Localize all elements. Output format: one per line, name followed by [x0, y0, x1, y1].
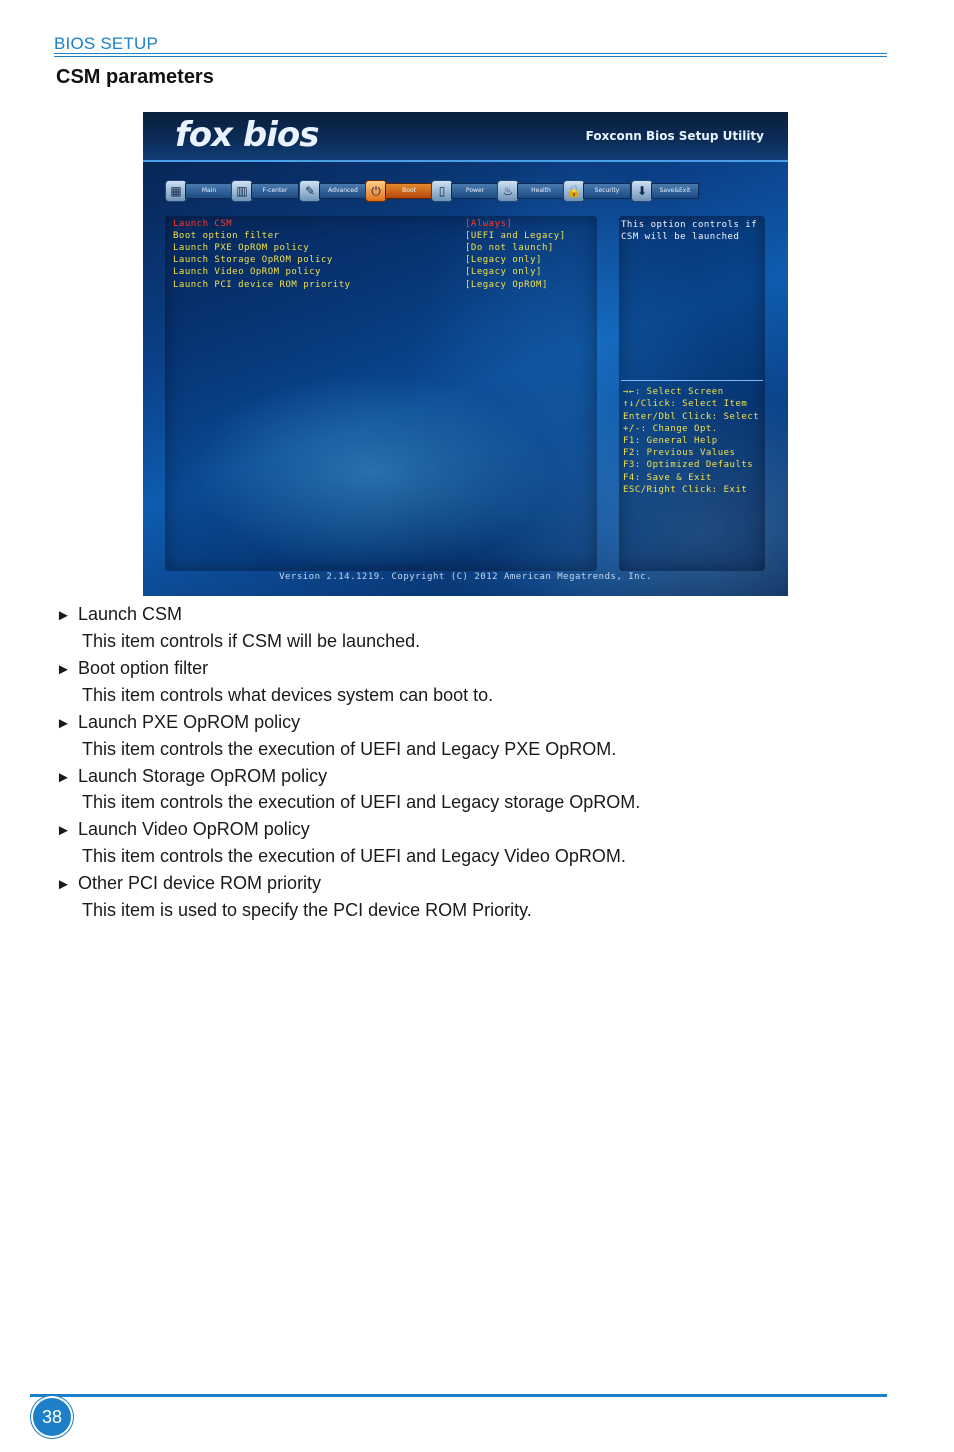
- bios-value-launch-pci-device-rom-priority[interactable]: [Legacy OpROM]: [465, 280, 548, 290]
- bios-item-launch-video-oprom-policy[interactable]: Launch Video OpROM policy: [173, 267, 321, 277]
- bios-key-hint: Enter/Dbl Click: Select: [623, 412, 760, 422]
- tab-label: Security: [583, 183, 631, 199]
- header-divider-secondary: [54, 56, 887, 57]
- bios-value-boot-option-filter[interactable]: [UEFI and Legacy]: [465, 231, 566, 241]
- power-icon: ▯: [431, 180, 453, 202]
- bios-key-hint: F4: Save & Exit: [623, 473, 712, 483]
- bios-logo: fox bios: [175, 115, 319, 155]
- bios-key-hint: F3: Optimized Defaults: [623, 460, 754, 470]
- bios-item-launch-storage-oprom-policy[interactable]: Launch Storage OpROM policy: [173, 255, 333, 265]
- section-header-label: BIOS SETUP: [54, 34, 159, 53]
- page-title: CSM parameters: [56, 66, 214, 88]
- main-icon: ▦: [165, 180, 187, 202]
- description-item-title: ► Boot option filter: [56, 658, 209, 678]
- bios-key-hint: ESC/Right Click: Exit: [623, 485, 748, 495]
- description-item-title: ► Launch PXE OpROM policy: [56, 712, 301, 732]
- tab-advanced[interactable]: [299, 180, 367, 202]
- bullet-arrow-icon: ►: [56, 822, 71, 839]
- tab-label: Health: [517, 183, 565, 199]
- bios-title-bar: [143, 112, 788, 162]
- advanced-icon: ✎: [299, 180, 321, 202]
- tab-label: F-center: [251, 183, 299, 199]
- description-item-title: ► Other PCI device ROM priority: [56, 873, 322, 893]
- bios-value-launch-pxe-oprom-policy[interactable]: [Do not launch]: [465, 243, 554, 253]
- save-exit-icon: ⬇: [631, 180, 653, 202]
- description-item-text: This item controls the execution of UEFI and Legacy PXE OpROM.: [82, 739, 617, 759]
- bios-key-hint: F2: Previous Values: [623, 448, 736, 458]
- security-icon: 🔒: [563, 180, 585, 202]
- bullet-arrow-icon: ►: [56, 607, 71, 624]
- bullet-arrow-icon: ►: [56, 661, 71, 678]
- tab-label: Boot: [385, 183, 433, 199]
- bios-value-launch-csm[interactable]: [Always]: [465, 219, 513, 229]
- tab-fcenter[interactable]: [231, 180, 299, 202]
- boot-icon: ⏻: [365, 180, 387, 202]
- bios-item-boot-option-filter[interactable]: Boot option filter: [173, 231, 280, 241]
- bios-item-launch-pci-device-rom-priority[interactable]: Launch PCI device ROM priority: [173, 280, 351, 290]
- bios-key-hint: F1: General Help: [623, 436, 718, 446]
- description-item-text: This item controls the execution of UEFI and Legacy storage OpROM.: [82, 792, 641, 812]
- bios-value-launch-storage-oprom-policy[interactable]: [Legacy only]: [465, 255, 542, 265]
- bios-tab-bar: [165, 180, 765, 206]
- tab-save-exit[interactable]: [631, 180, 699, 202]
- bios-key-hint: +/-: Change Opt.: [623, 424, 718, 434]
- description-item-title: ► Launch Storage OpROM policy: [56, 766, 328, 786]
- bios-value-launch-video-oprom-policy[interactable]: [Legacy only]: [465, 267, 542, 277]
- tab-main[interactable]: [165, 180, 233, 202]
- tab-label: Advanced: [319, 183, 367, 199]
- tab-label: Power: [451, 183, 499, 199]
- tab-power[interactable]: [431, 180, 499, 202]
- tab-health[interactable]: [497, 180, 565, 202]
- bullet-arrow-icon: ►: [56, 876, 71, 893]
- bios-help-text: CSM will be launched: [621, 232, 740, 242]
- tab-label: Save&Exit: [651, 183, 699, 199]
- bios-key-hint: →←: Select Screen: [623, 387, 724, 397]
- bios-utility-title: Foxconn Bios Setup Utility: [585, 129, 764, 143]
- tab-security[interactable]: [563, 180, 631, 202]
- bios-help-divider: [621, 380, 763, 381]
- tab-label: Main: [185, 183, 233, 199]
- bios-help-text: This option controls if: [621, 220, 758, 230]
- bullet-arrow-icon: ►: [56, 715, 71, 732]
- description-item-title: ► Launch Video OpROM policy: [56, 819, 310, 839]
- bios-screenshot: [143, 112, 788, 596]
- description-item-title: ► Launch CSM: [56, 604, 183, 624]
- bios-item-launch-csm[interactable]: Launch CSM: [173, 219, 233, 229]
- description-item-text: This item controls what devices system can boot to.: [82, 685, 494, 705]
- description-item-text: This item is used to specify the PCI device ROM Priority.: [82, 900, 532, 920]
- description-item-text: This item controls the execution of UEFI and Legacy Video OpROM.: [82, 846, 626, 866]
- header-divider: [54, 53, 887, 54]
- bullet-arrow-icon: ►: [56, 769, 71, 786]
- description-item-text: This item controls if CSM will be launched.: [82, 631, 421, 651]
- bios-item-launch-pxe-oprom-policy[interactable]: Launch PXE OpROM policy: [173, 243, 310, 253]
- tab-boot[interactable]: [365, 180, 433, 202]
- footer-divider: [30, 1394, 887, 1397]
- page-number-badge: 38: [31, 1396, 73, 1438]
- bios-version-text: Version 2.14.1219. Copyright (C) 2012 American Megatrends, Inc.: [279, 572, 652, 582]
- fcenter-icon: ▥: [231, 180, 253, 202]
- bios-key-hint: ↑↓/Click: Select Item: [623, 399, 748, 409]
- health-icon: ♨: [497, 180, 519, 202]
